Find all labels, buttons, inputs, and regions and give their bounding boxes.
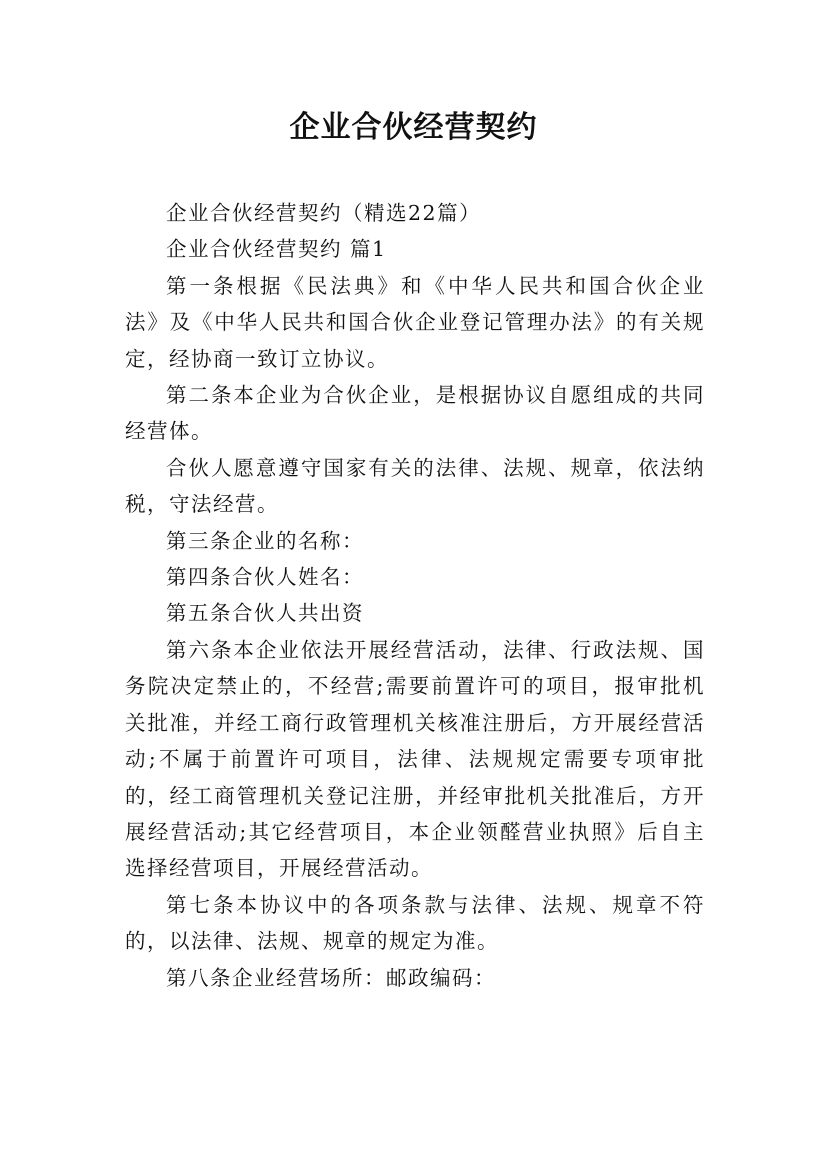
paragraph-section-heading: 企业合伙经营契约 篇1 <box>166 237 387 262</box>
document-title: 企业合伙经营契约 <box>289 110 538 145</box>
paragraph-article-7: 第七条本协议中的各项条款与法律、法规、规章不符的，以法律、法规、规章的规定为准。 <box>125 892 705 954</box>
paragraph-article-5: 第五条合伙人共出资 <box>166 601 364 626</box>
paragraph-article-4: 第四条合伙人姓名： <box>166 565 364 590</box>
paragraph-article-8: 第八条企业经营场所：邮政编码： <box>166 965 496 990</box>
paragraph-article-3: 第三条企业的名称： <box>166 528 364 553</box>
paragraph-article-1: 第一条根据《民法典》和《中华人民共和国合伙企业法》及《中华人民共和国合伙企业登记管理办法》的有关规定，经协商一致订立协议。 <box>125 273 705 371</box>
document-body <box>125 195 705 996</box>
paragraph-subtitle: 企业合伙经营契约（精选22篇） <box>166 201 482 225</box>
paragraph-article-6: 第六条本企业依法开展经营活动，法律、行政法规、国务院决定禁止的，不经营;需要前置许可的项目，报审批机关批准，并经工商行政管理机关核准注册后，方开展经营活动;不属于前置许可项目，法律、法规规定需要专项审批的，经工商管理机关登记注册，并经审批机关批准后，方开展经营活动;其它经营项目，本企业领醛营业执照》后自主选择经营项目，开展经营活动。 <box>125 637 705 881</box>
paragraph-compliance: 合伙人愿意遵守国家有关的法律、法规、规章，依法纳税，守法经营。 <box>125 455 705 517</box>
paragraph-article-2: 第二条本企业为合伙企业，是根据协议自愿组成的共同经营体。 <box>125 383 705 444</box>
